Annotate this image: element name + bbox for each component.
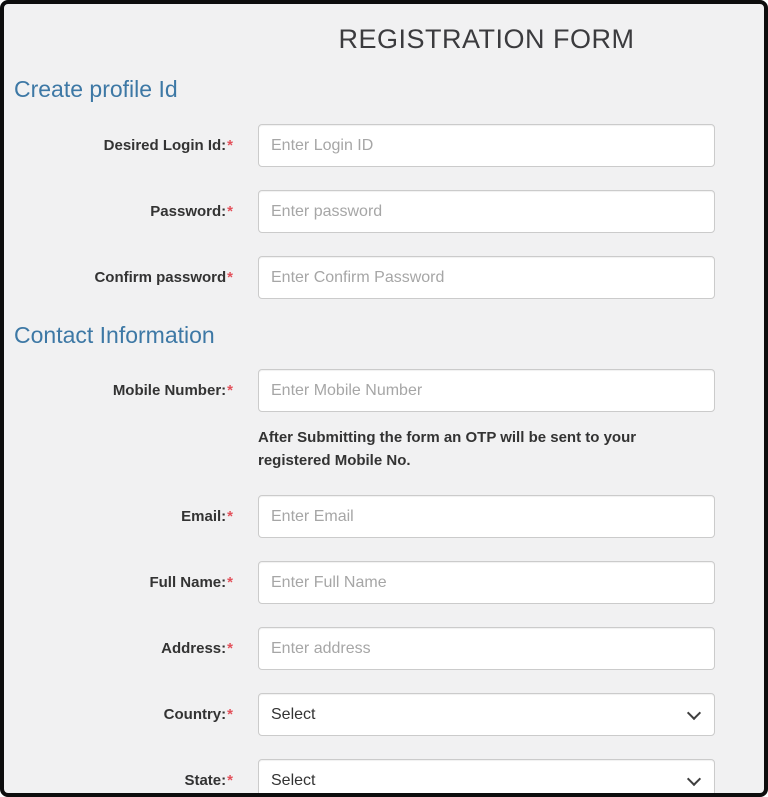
mobile-number-label-text: Mobile Number: [112, 381, 227, 399]
full-name-input[interactable] [258, 561, 715, 604]
page-title: REGISTRATION FORM [338, 24, 635, 54]
state-select-wrap [258, 759, 715, 797]
full-name-control [258, 561, 715, 604]
required-asterisk: * [227, 507, 233, 525]
login-id-label [4, 137, 233, 155]
mobile-number-label [4, 382, 233, 400]
state-select[interactable] [258, 759, 715, 797]
form-row-login-id [4, 124, 764, 167]
password-input[interactable] [258, 190, 715, 233]
login-id-input[interactable] [258, 124, 715, 167]
form-row-confirm-password [4, 256, 764, 299]
address-input[interactable] [258, 627, 715, 670]
email-field[interactable] [258, 495, 715, 538]
mobile-number-input[interactable] [258, 369, 715, 412]
required-asterisk: * [227, 136, 233, 154]
form-row-address [4, 627, 764, 670]
confirm-password-label-text: Confirm password [94, 268, 227, 286]
form-row-email [4, 495, 764, 538]
email-control [258, 495, 715, 538]
password-label [4, 203, 233, 221]
form-row-mobile-number [4, 369, 764, 412]
mobile-number-control [258, 369, 715, 412]
email-label-text: Email: [181, 507, 227, 525]
full-name-label [4, 574, 233, 592]
password-control [258, 190, 715, 233]
country-control [258, 693, 715, 736]
required-asterisk: * [227, 381, 233, 399]
form-row-full-name [4, 561, 764, 604]
full-name-label-text: Full Name: [149, 573, 227, 591]
confirm-password-label [4, 269, 233, 287]
form-row-password [4, 190, 764, 233]
country-label [4, 706, 233, 724]
otp-note: After Submitting the form an OTP will be sent to your registered Mobile No. [258, 429, 637, 469]
country-select-wrap [258, 693, 715, 736]
required-asterisk: * [227, 268, 233, 286]
required-asterisk: * [227, 771, 233, 789]
required-asterisk: * [227, 705, 233, 723]
section-heading-create-profile-id: Create profile Id [14, 76, 178, 102]
required-asterisk: * [227, 202, 233, 220]
confirm-password-control [258, 256, 715, 299]
form-row-country [4, 693, 764, 736]
address-label [4, 640, 233, 658]
form-content [4, 4, 764, 797]
state-label-text: State: [184, 771, 227, 789]
state-label [4, 772, 233, 790]
email-label [4, 508, 233, 526]
section-heading-contact-information: Contact Information [14, 322, 215, 348]
state-control [258, 759, 715, 797]
required-asterisk: * [227, 573, 233, 591]
address-control [258, 627, 715, 670]
country-select[interactable] [258, 693, 715, 736]
address-label-text: Address: [161, 639, 227, 657]
login-id-label-text: Desired Login Id: [103, 136, 227, 154]
password-label-text: Password: [150, 202, 227, 220]
country-label-text: Country: [163, 705, 227, 723]
login-id-control [258, 124, 715, 167]
confirm-password-input[interactable] [258, 256, 715, 299]
form-row-state [4, 759, 764, 797]
required-asterisk: * [227, 639, 233, 657]
